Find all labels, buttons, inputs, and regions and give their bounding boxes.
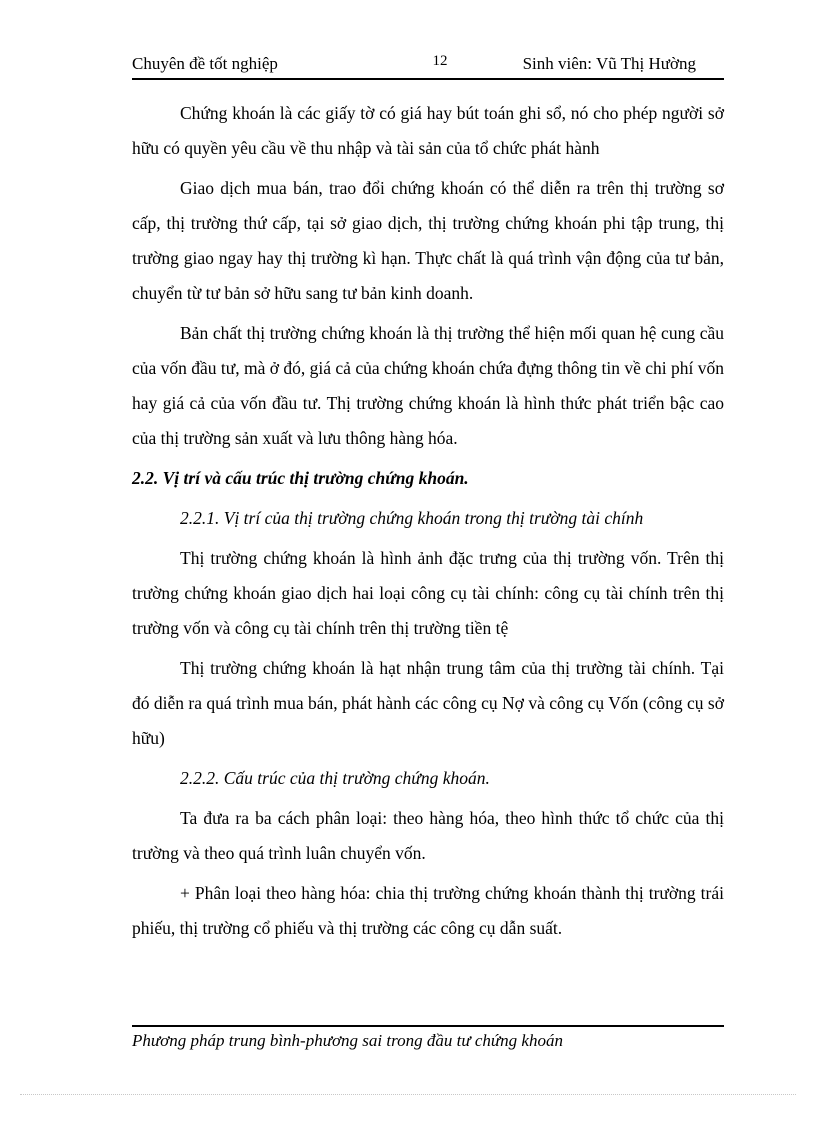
subheading-structure: 2.2.2. Cấu trúc của thị trường chứng khoán. [180,768,490,788]
paragraph-financial-core: Thị trường chứng khoán là hạt nhận trung tâm của thị trường tài chính. Tại đó diễn ra quá trình mua bán, phát hành các công cụ Nợ và công cụ Vốn (công cụ sở hữu) [132,658,724,748]
footer-rule [132,1025,724,1027]
paragraph-classification: Ta đưa ra ba cách phân loại: theo hàng hóa, theo hình thức tổ chức của thị trường và theo quá trình luân chuyển vốn. [132,808,724,863]
header-title: Chuyên đề tốt nghiệp [132,54,278,73]
paragraph-securities-definition: Chứng khoán là các giấy tờ có giá hay bút toán ghi sổ, nó cho phép người sở hữu có quyền yêu cầu về thu nhập và tài sản của tổ chức phát hành [132,103,724,158]
header-student: Sinh viên: Vũ Thị Hường [522,54,696,73]
section-heading: 2.2. Vị trí và cấu trúc thị trường chứng khoán. [132,468,469,488]
page-footer: Phương pháp trung bình-phương sai trong đầu tư chứng khoán [132,1031,563,1050]
page-header [132,52,724,80]
page-edge-divider [20,1094,796,1095]
paragraph-by-goods: + Phân loại theo hàng hóa: chia thị trường chứng khoán thành thị trường trái phiếu, thị trường cổ phiếu và thị trường các công cụ dẫn suất. [132,883,724,938]
paragraph-market-nature: Bản chất thị trường chứng khoán là thị trường thể hiện mối quan hệ cung cầu của vốn đầu tư, mà ở đó, giá cả của chứng khoán chứa đựng thông tin về chi phí vốn hay giá cả của vốn đầu tư. Thị trường chứng khoán là hình thức phát triển bậc cao của thị trường sản xuất và lưu thông hàng hóa. [132,323,724,448]
paragraph-capital-market: Thị trường chứng khoán là hình ảnh đặc trưng của thị trường vốn. Trên thị trường chứng khoán giao dịch hai loại công cụ tài chính: công cụ tài chính trên thị trường vốn và công cụ tài chính trên thị trường tiền tệ [132,548,724,638]
page-number: 12 [432,53,448,69]
page-body [132,96,724,951]
paragraph-trading: Giao dịch mua bán, trao đổi chứng khoán có thể diễn ra trên thị trường sơ cấp, thị trường thứ cấp, tại sở giao dịch, thị trường chứng khoán phi tập trung, thị trường giao ngay hay thị trường kì hạn. Thực chất là quá trình vận động của tư bản, chuyển từ tư bản sở hữu sang tư bản kinh doanh. [132,178,724,303]
subheading-position: 2.2.1. Vị trí của thị trường chứng khoán trong thị trường tài chính [180,508,644,528]
